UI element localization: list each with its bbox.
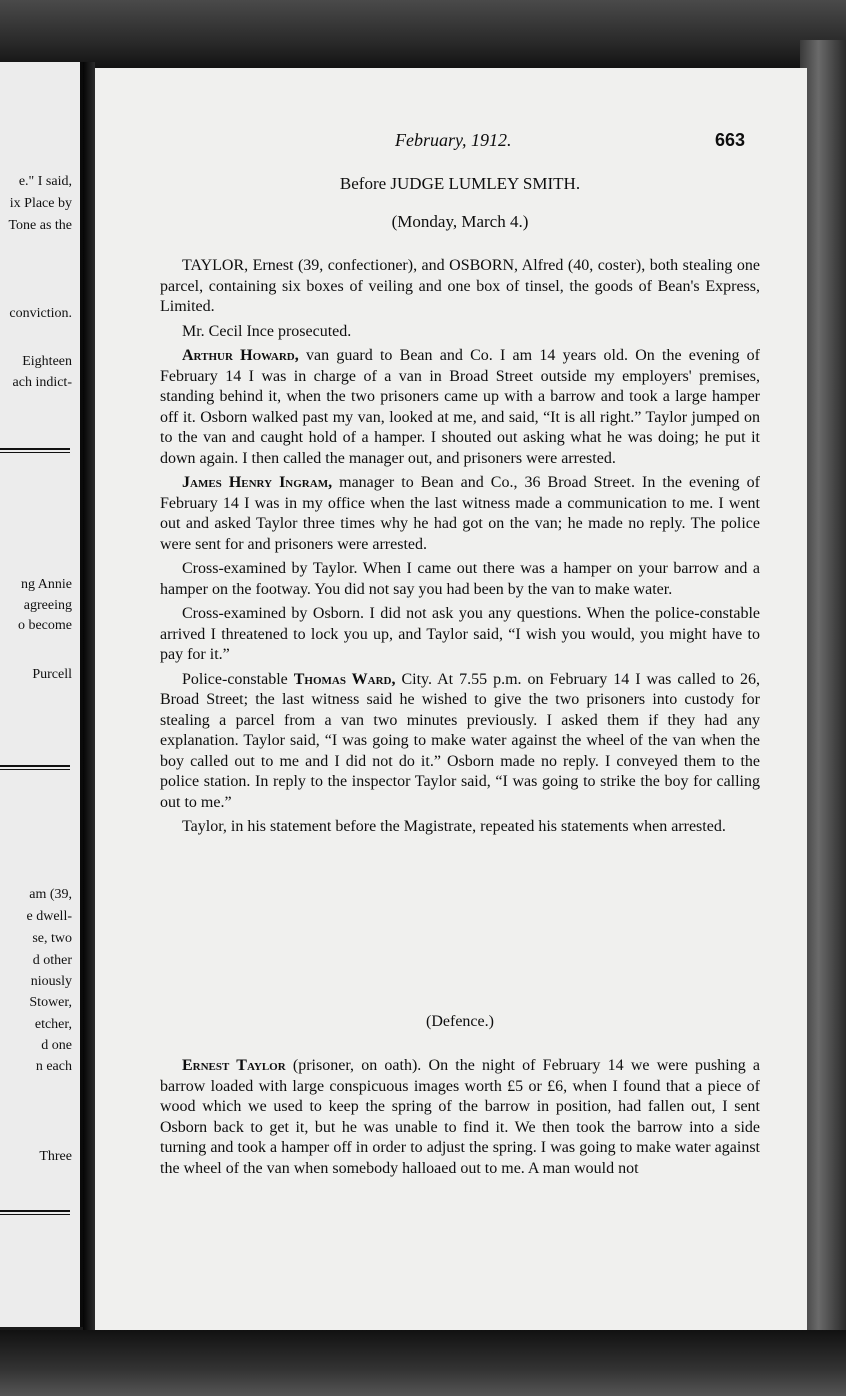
court-heading [160, 174, 760, 195]
left-page-line: niously [30, 974, 72, 989]
defence-block [160, 1056, 760, 1179]
left-page-rule [0, 765, 70, 770]
testimony-paragraph [160, 670, 760, 814]
testimony-text: manager to Bean and Co., 36 Broad Street. In the evening of February 14 I was in my office when the last witness made a communication to me. I went out and asked Taylor three times why he had got on the van; he made no reply. The police were sent for and prisoners were arrested. [160, 474, 760, 553]
running-header [95, 130, 807, 154]
case-block [160, 256, 760, 838]
left-page [0, 62, 83, 1327]
defence-text: (prisoner, on oath). On the night of February 14 we were pushing a barrow loaded with large conspicuous images worth £5 or £6, when I found that a piece of wood which we used to keep the spring of the barrow in position, had fallen out, I sent Osborn back to get it, but he was unable to find it. We then took the barrow into a side turning and took a hamper off in order to adjust the spring. I was going to make water against the wheel of the van when somebody halloaed out to me. A man would not [160, 1057, 760, 1177]
court-date: (Monday, March 4.) [391, 212, 529, 231]
book-gutter [83, 62, 95, 1330]
defence-paragraph [160, 1056, 760, 1179]
left-page-line: o become [17, 618, 72, 633]
left-page-line: etcher, [34, 1017, 72, 1032]
left-page-line: se, two [32, 931, 72, 946]
cross-examination: Cross-examined by Taylor. When I came out there was a hamper on your barrow and a hamper on the footway. You did not say you had been by the van to make water. [160, 560, 760, 598]
left-page-line: am (39, [29, 887, 72, 902]
left-page-line: conviction. [9, 306, 72, 321]
witness-prefix: Police-constable [182, 670, 294, 688]
left-page-line: ix Place by [9, 196, 72, 211]
left-page-line: agreeing [23, 598, 72, 613]
right-page [95, 68, 807, 1330]
scan-bottom-border [0, 1330, 846, 1396]
left-page-rule [0, 1210, 70, 1215]
left-page-line: e dwell- [26, 909, 72, 924]
left-page-line: Stower, [29, 995, 72, 1010]
defendant-name: Ernest Taylor [182, 1057, 286, 1074]
left-page-line: d other [32, 953, 72, 968]
left-page-line: e." I said, [18, 174, 72, 189]
court-before: Before JUDGE LUMLEY SMITH. [339, 174, 581, 193]
left-page-line: Three [39, 1149, 72, 1164]
left-page-line: Eighteen [22, 354, 72, 369]
testimony-paragraph [160, 473, 760, 555]
defence-heading: (Defence.) [426, 1013, 494, 1030]
witness-name: Arthur Howard, [182, 347, 299, 364]
testimony-text: van guard to Bean and Co. I am 14 years old. On the evening of February 14 I was in charge of a van in Broad Street outside my employers' premises, standing behind it, when the two prisoners came up with a barrow and took a large hamper off it. Osborn walked past my van, looked at me, and said, “It is all right.” Taylor jumped on to the van and caught hold of a hamper. I shouted out asking what he was doing; he put it down again. I then called the manager out, and prisoners were arrested. [160, 347, 761, 467]
page-number: 663 [715, 130, 746, 150]
left-page-line: ng Annie [21, 577, 72, 592]
scan-top-border [0, 0, 846, 70]
case-title: TAYLOR, Ernest (39, confectioner), and OSBORN, Alfred (40, coster), both stealing one parcel, containing six boxes of veiling and one box of tinsel, the goods of Bean's Express, Limited. [160, 257, 760, 315]
header-date: February, 1912. [395, 130, 512, 150]
testimony-text: City. At 7.55 p.m. on February 14 I was called to 26, Broad Street; the last witness said he wished to give the two prisoners into custody for stealing a parcel from a van two minutes previously. I asked them if they had any explanation. Taylor said, “I was going to make water against the wheel of the van when the boy called out to me and I did not do it.” Osborn made no reply. I conveyed them to the police station. In reply to the inspector Taylor said, “I was going to strike the boy for calling out to me.” [160, 670, 760, 811]
prosecution: Mr. Cecil Ince prosecuted. [182, 322, 352, 340]
witness-name: Thomas Ward, [293, 670, 396, 688]
cross-examination: Cross-examined by Osborn. I did not ask you any questions. When the police-constable arrived I threatened to lock you up, and Taylor said, “I wish you would, you might have to pay for it.” [160, 605, 760, 663]
left-page-line: Purcell [32, 667, 72, 682]
statement-note: Taylor, in his statement before the Magistrate, repeated his statements when arrested. [182, 818, 726, 835]
left-page-line: d one [41, 1038, 72, 1053]
left-page-rule [0, 448, 70, 453]
left-page-line: n each [35, 1059, 72, 1074]
left-page-line: Tone as the [8, 218, 72, 233]
testimony-paragraph [160, 346, 760, 469]
witness-name: James Henry Ingram, [182, 474, 333, 491]
left-page-line: ach indict- [12, 375, 72, 390]
